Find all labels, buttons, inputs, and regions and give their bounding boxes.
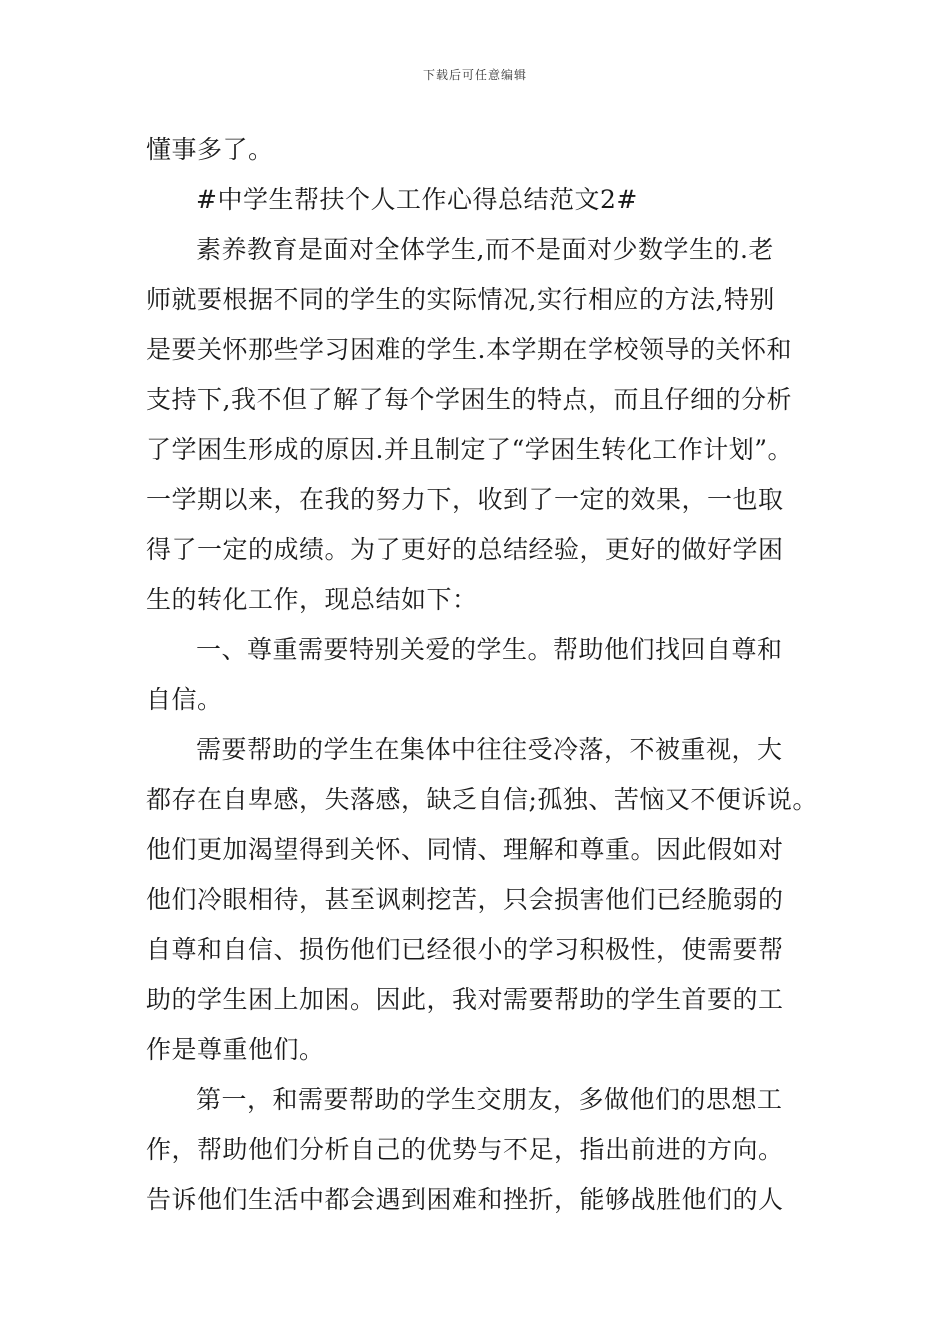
- text-line: 一、尊重需要特别关爱的学生。帮助他们找回自尊和: [196, 635, 783, 664]
- text-line: 了学困生形成的原因.并且制定了“学困生转化工作计划”。: [146, 435, 794, 464]
- text-line: 助的学生困上加困。因此，我对需要帮助的学生首要的工: [146, 985, 784, 1014]
- text-line: 他们冷眼相待，甚至讽刺挖苦，只会损害他们已经脆弱的: [146, 885, 784, 914]
- text-line: 师就要根据不同的学生的实际情况,实行相应的方法,特别: [146, 285, 775, 314]
- text-line: 他们更加渴望得到关怀、同情、理解和尊重。因此假如对: [146, 835, 784, 864]
- section-heading: #中学生帮扶个人工作心得总结范文2#: [196, 185, 638, 214]
- text-line: 懂事多了。: [146, 135, 274, 164]
- text-line: 都存在自卑感，失落感，缺乏自信;孤独、苦恼又不便诉说。: [146, 785, 818, 814]
- text-line: 作，帮助他们分析自己的优势与不足，指出前进的方向。: [146, 1135, 784, 1164]
- text-line: 自尊和自信、损伤他们已经很小的学习积极性，使需要帮: [146, 935, 784, 964]
- text-line: 自信。: [146, 685, 223, 714]
- text-line: 作是尊重他们。: [146, 1035, 325, 1064]
- text-line: 素养教育是面对全体学生,而不是面对少数学生的.老: [196, 235, 774, 264]
- text-line: 生的转化工作，现总结如下：: [146, 585, 478, 614]
- text-line: 支持下,我不但了解了每个学困生的特点，而且仔细的分析: [146, 385, 792, 414]
- text-line: 告诉他们生活中都会遇到困难和挫折，能够战胜他们的人: [146, 1185, 784, 1214]
- text-line: 是要关怀那些学习困难的学生.本学期在学校领导的关怀和: [146, 335, 792, 364]
- page-header: 下载后可任意编辑: [422, 68, 527, 82]
- text-line: 一学期以来，在我的努力下，收到了一定的效果，一也取: [146, 485, 784, 514]
- text-line: 第一，和需要帮助的学生交朋友，多做他们的思想工: [196, 1085, 783, 1114]
- text-line: 需要帮助的学生在集体中往往受冷落，不被重视，大: [196, 735, 783, 764]
- text-line: 得了一定的成绩。为了更好的总结经验，更好的做好学困: [146, 535, 784, 564]
